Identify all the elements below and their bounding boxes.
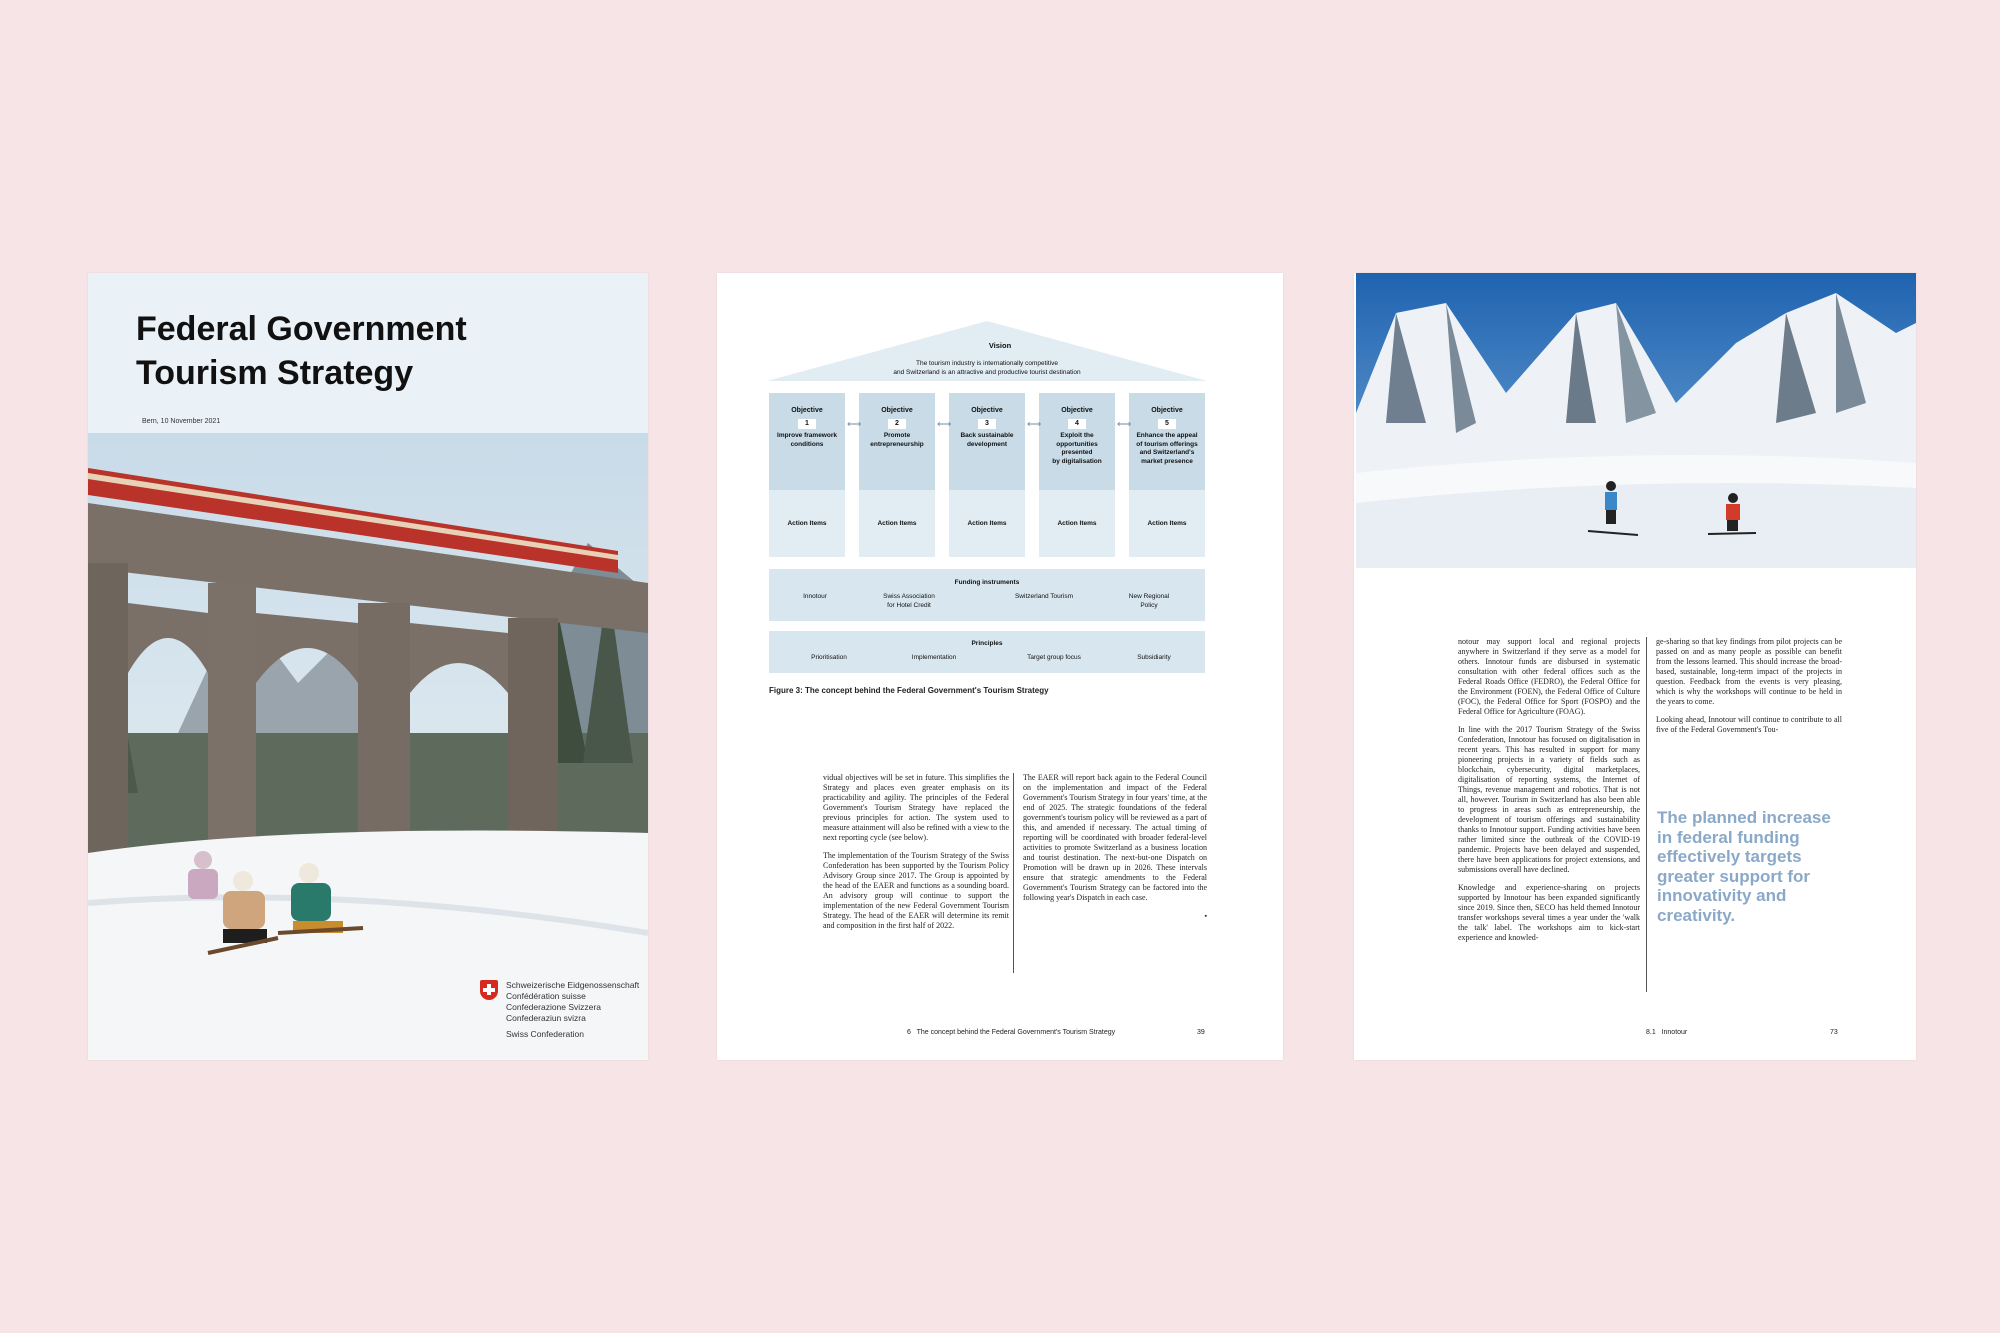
funding-item xyxy=(869,593,949,610)
page-footer xyxy=(1646,1029,1687,1036)
body-column-left xyxy=(1458,637,1640,951)
objective-text-line: Promote xyxy=(883,432,911,439)
objective-3 xyxy=(949,393,1025,490)
end-mark: ▪ xyxy=(1204,912,1207,920)
paragraph: The EAER will report back again to the Federal Council on the implementation and impact of the Federal Government's Tourism Strategy in four years' time, at the end of 2025. The strategic foundations of the federal government's tourism policy will be reviewed as a part of this, and amended if necessary. The actual timing of reporting will be coordinated with broader federal-level activities to promote Switzerland as a business location and tourist destination. The next-but-one Dispatch on Promotion will be drawn up in 2026. These intervals ensure that strategic amendments to the Federal Government's Tourism Strategy can be factored into the following year's Dispatch in each case. xyxy=(1023,773,1207,902)
confederation-names xyxy=(506,980,639,1024)
action-items-4: Action Items xyxy=(1039,490,1115,557)
double-arrow-icon: ⟷ xyxy=(1117,419,1132,430)
objective-number: 5 xyxy=(1158,419,1176,429)
objective-text-line: entrepreneurship xyxy=(870,440,924,448)
paragraph: notour may support local and regional projects anywhere in Switzerland if they serve as a model for others. Innotour funds are disbursed in systematic consultation with other federal offices such as the Federal Roads Office (FEDRO), the Federal Office for the Environment (FOEN), the Federal Office of Culture (FOC), the Federal Office for Sport (FOSPO) and the Federal Office for Agriculture (FOAG). xyxy=(1458,637,1640,716)
objective-text-line: of tourism offerings xyxy=(1136,440,1198,448)
cover-date: Bern, 10 November 2021 xyxy=(142,418,221,425)
objective-label: Objective xyxy=(1151,407,1183,414)
body-column-right xyxy=(1656,637,1842,743)
funding-item-line: Innotour xyxy=(803,593,827,600)
funding-item-line: Policy xyxy=(1140,601,1158,609)
objective-text-line: Back sustainable xyxy=(960,432,1014,439)
vision-text xyxy=(877,359,1097,377)
cover-title xyxy=(136,307,467,395)
objective-text xyxy=(949,432,1025,449)
objective-label: Objective xyxy=(881,407,913,414)
principle-item: Prioritisation xyxy=(811,654,847,661)
objective-text xyxy=(1129,432,1205,466)
cover-title-line-1: Federal Government xyxy=(136,310,467,348)
paragraph: The implementation of the Tourism Strategy of the Swiss Confederation has been supported by the Tourism Policy Advisory Group since 2017. The Group is appointed by the head of the EAER and functions as a sounding board. An advisory group will continue to support the implementation of the new Federal Government Tourism Strategy. The head of the EAER will determine its remit and composition in the first half of 2022. xyxy=(823,851,1009,930)
strategy-diagram-page xyxy=(717,273,1283,1060)
principle-item: Subsidiarity xyxy=(1137,654,1171,661)
swiss-crest-icon xyxy=(480,980,498,1000)
objective-5 xyxy=(1129,393,1205,490)
objective-text-line: presented xyxy=(1061,449,1093,456)
page-number: 39 xyxy=(1197,1029,1205,1036)
footer-section: 8.1 xyxy=(1646,1029,1656,1036)
body-column-right xyxy=(1023,773,1207,921)
objective-text-line: and Switzerland's xyxy=(1139,449,1195,456)
cover-page xyxy=(88,273,648,1060)
funding-instruments-band xyxy=(769,569,1205,621)
principles-band xyxy=(769,631,1205,673)
funding-item xyxy=(1109,593,1189,610)
objective-2 xyxy=(859,393,935,490)
vision-line-2: and Switzerland is an attractive and productive tourist destination xyxy=(893,369,1081,376)
cover-title-line-2: Tourism Strategy xyxy=(136,354,414,392)
objective-label: Objective xyxy=(1061,407,1093,414)
pull-quote: The planned increase in federal funding effectively targets greater support for innovativity and creativity. xyxy=(1657,808,1831,925)
objective-text-line: Exploit the xyxy=(1060,432,1094,439)
paragraph: In line with the 2017 Tourism Strategy of the Swiss Confederation, Innotour has focused on digitalisation in recent years. This has resulted in support for many pioneering projects in a variety of fields such as blockchain, cybersecurity, digital marketplaces, digitalisation of reporting systems, the Internet of Things, revenue management and robotics. That is not all, however. Tourism in Switzerland has also been able to progress in areas such as entrepreneurship, the development of tourism offerings and sustainability thanks to Innotour support. Funding activities have been rather limited since the outbreak of the COVID-19 pandemic. Projects have been delayed and suspended, there have been applications for project extensions, and submissions overall have declined. xyxy=(1458,725,1640,874)
funding-item-line: Switzerland Tourism xyxy=(1014,593,1074,600)
funding-title: Funding instruments xyxy=(954,579,1020,586)
paragraph: Knowledge and experience-sharing on projects supported by Innotour has been expanded significantly since 2019. Since then, SECO has held themed Innotour transfer workshops several times a year under the 'walk the talk' label. The workshops aim to kick-start experience and knowled- xyxy=(1458,883,1640,942)
action-items-1: Action Items xyxy=(769,490,845,557)
objective-text-line: Improve framework xyxy=(777,432,837,439)
vision-title: Vision xyxy=(988,341,1012,350)
paragraph: vidual objectives will be set in future. This simplifies the Strategy and places even greater emphasis on its practicability and agility. The principles of the Federal Government's Tourism Strategy have replaced the previous principles for action. The system used to measure attainment will also be refined with a view to the next reporting cycle (see below). xyxy=(823,773,1009,842)
double-arrow-icon: ⟷ xyxy=(847,419,862,430)
column-divider xyxy=(1646,637,1647,992)
objective-number: 2 xyxy=(888,419,906,429)
footer-section: 6 xyxy=(907,1029,911,1036)
objective-text-line: Enhance the appeal xyxy=(1136,432,1198,439)
action-items-2: Action Items xyxy=(859,490,935,557)
confederation-name-fr: Confédération suisse xyxy=(506,991,586,1001)
column-divider xyxy=(1013,773,1014,973)
confederation-name-rm: Confederaziun svizra xyxy=(506,1013,586,1023)
objective-text-line: conditions xyxy=(790,440,824,448)
innotour-page xyxy=(1354,273,1916,1060)
ski-mountain-photo xyxy=(1356,273,1916,568)
double-arrow-icon: ⟷ xyxy=(1027,419,1042,430)
action-items-5: Action Items xyxy=(1129,490,1205,557)
confederation-name-it: Confederazione Svizzera xyxy=(506,1002,601,1012)
objective-text-line: opportunities xyxy=(1056,440,1098,448)
funding-item-line: New Regional xyxy=(1128,593,1170,600)
funding-item xyxy=(999,593,1089,602)
confederation-name-de: Schweizerische Eidgenossenschaft xyxy=(506,980,640,990)
funding-item xyxy=(783,593,847,602)
objective-4 xyxy=(1039,393,1115,490)
paragraph: Looking ahead, Innotour will continue to contribute to all five of the Federal Government's Tou- xyxy=(1656,715,1842,734)
figure-caption: Figure 3: The concept behind the Federal Government's Tourism Strategy xyxy=(769,686,1049,695)
objective-text xyxy=(859,432,935,449)
action-items-3: Action Items xyxy=(949,490,1025,557)
principle-item: Target group focus xyxy=(1027,654,1081,661)
double-arrow-icon: ⟷ xyxy=(937,419,952,430)
objective-label: Objective xyxy=(791,407,823,414)
swiss-confederation-label: Swiss Confederation xyxy=(506,1029,584,1039)
objective-text xyxy=(769,432,845,449)
funding-item-line: for Hotel Credit xyxy=(887,601,931,609)
principles-title: Principles xyxy=(971,640,1003,647)
page-footer xyxy=(907,1029,1115,1036)
body-column-left xyxy=(823,773,1009,939)
objective-text-line: by digitalisation xyxy=(1052,457,1102,465)
objective-number: 4 xyxy=(1068,419,1086,429)
objective-number: 3 xyxy=(978,419,996,429)
footer-text: The concept behind the Federal Government's Tourism Strategy xyxy=(916,1029,1116,1036)
objective-1 xyxy=(769,393,845,490)
objective-text-line: development xyxy=(966,440,1008,448)
funding-item-line: Swiss Association xyxy=(883,593,935,600)
footer-text: Innotour xyxy=(1661,1029,1688,1036)
principle-item: Implementation xyxy=(911,654,957,661)
objective-text-line: market presence xyxy=(1141,457,1193,465)
objective-number: 1 xyxy=(798,419,816,429)
vision-line-1: The tourism industry is internationally competitive xyxy=(916,360,1058,367)
objective-label: Objective xyxy=(971,407,1003,414)
paragraph: ge-sharing so that key findings from pilot projects can be passed on and as many people as possible can benefit from the lessons learned. This should increase the broad-based, sustainable, long-term impact of the projects in question. Feedback from the events is very pleasing, which is why the workshops will continue to be held in the years to come. xyxy=(1656,637,1842,706)
objective-text xyxy=(1039,432,1115,466)
cover-photo-viaduct xyxy=(88,433,648,1060)
page-number: 73 xyxy=(1830,1029,1838,1036)
